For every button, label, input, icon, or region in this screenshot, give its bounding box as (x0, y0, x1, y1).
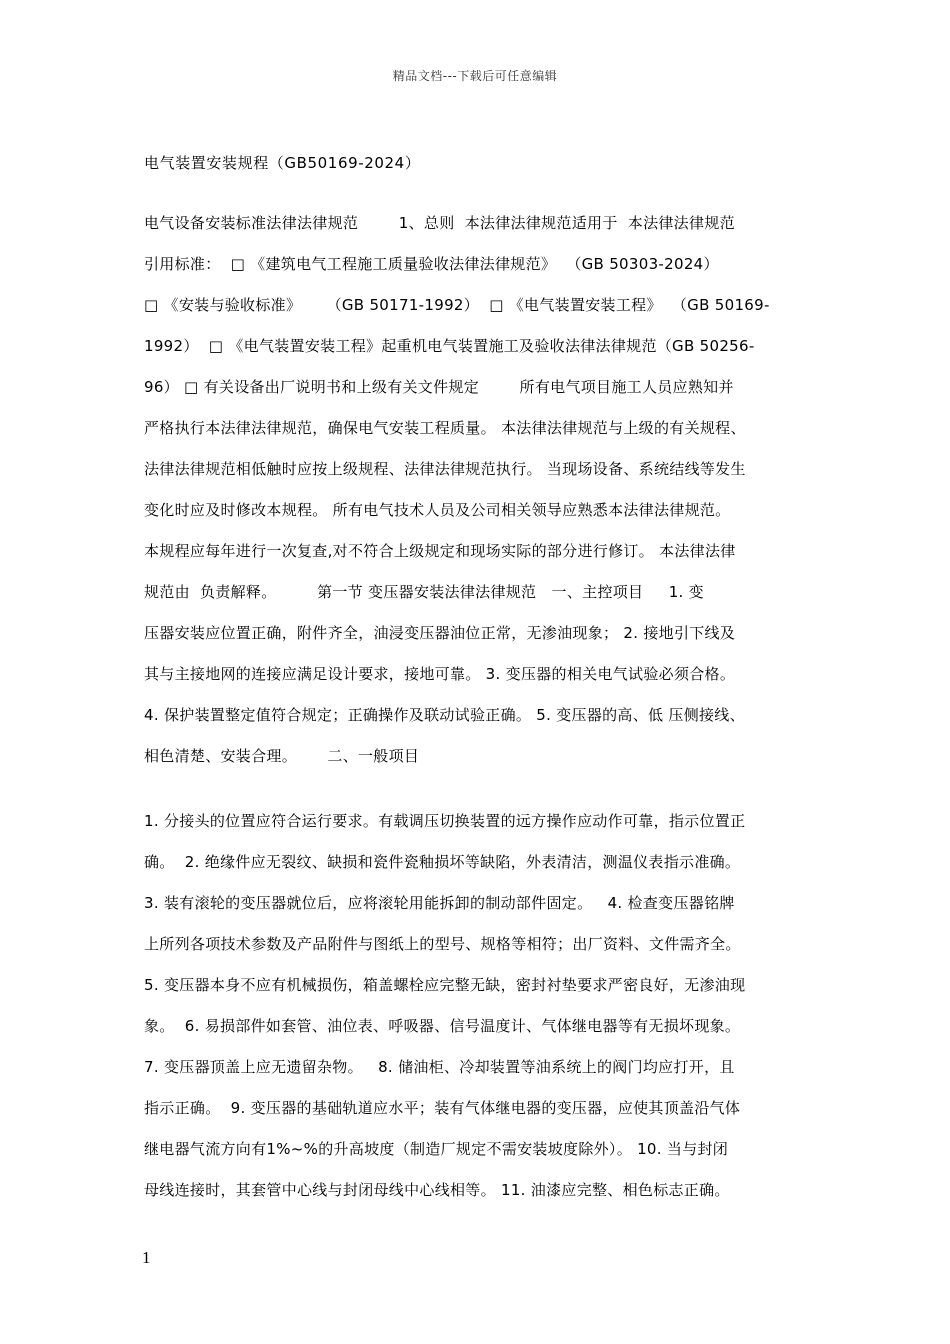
text-line: 1. 分接头的位置应符合运行要求。有载调压切换装置的远方操作应动作可靠，指示位置正 (144, 812, 746, 830)
text-line: 指示正确。 9. 变压器的基础轨道应水平；装有气体继电器的变压器，应使其顶盖沿气体 (144, 1099, 741, 1117)
text-line: 规范由 负责解释。 第一节 变压器安装法律法律规范 一、主控项目 1. 变 (144, 583, 704, 601)
text-line: 7. 变压器顶盖上应无遗留杂物。 8. 储油柜、冷却装置等油系统上的阀门均应打开，且 (144, 1058, 735, 1076)
text-line: 其与主接地网的连接应满足设计要求，接地可靠。 3. 变压器的相关电气试验必须合格。 (144, 665, 736, 683)
text-line: 上所列各项技术参数及产品附件与图纸上的型号、规格等相符；出厂资料、文件需齐全。 (144, 935, 741, 953)
text-line: 5. 变压器本身不应有机械损伤，箱盖螺栓应完整无缺，密封衬垫要求严密良好，无渗油现 (144, 976, 746, 994)
text-line: □ 《安装与验收标准》 （GB 50171-1992） □ 《电气装置安装工程》 （GB 50169- (144, 296, 770, 314)
text-line: 变化时应及时修改本规程。 所有电气技术人员及公司相关领导应熟悉本法律法律规范。 (144, 501, 731, 519)
text-line: 象。 6. 易损部件如套管、油位表、呼吸器、信号温度计、气体继电器等有无损坏现象。 (144, 1017, 741, 1035)
text-line: 电气设备安装标准法律法律规范 1、总则 本法律法律规范适用于 本法律法律规范 (144, 214, 735, 232)
text-line: 4. 保护装置整定值符合规定；正确操作及联动试验正确。 5. 变压器的高、低 压侧接线、 (144, 706, 745, 724)
page-header: 精品文档---下载后可任意编辑 (392, 69, 558, 83)
page-number: 1 (142, 1248, 151, 1267)
text-line: 法律法律规范相低触时应按上级规程、法律法律规范执行。 当现场设备、系统结线等发生 (144, 460, 746, 478)
text-line: 本规程应每年进行一次复查,对不符合上级规定和现场实际的部分进行修订。 本法律法律 (144, 542, 736, 560)
paragraph-block-general (144, 214, 816, 788)
paragraph-block-general-items (144, 812, 816, 1222)
text-line: 3. 装有滚轮的变压器就位后，应将滚轮用能拆卸的制动部件固定。 4. 检查变压器铭牌 (144, 894, 735, 912)
text-line: 引用标准： □ 《建筑电气工程施工质量验收法律法律规范》 （GB 50303-2024） (144, 255, 719, 273)
text-line: 压器安装应位置正确，附件齐全，油浸变压器油位正常，无渗油现象； 2. 接地引下线及 (144, 624, 736, 642)
text-line: 1992） □ 《电气装置安装工程》起重机电气装置施工及验收法律法律规范（GB 50256- (144, 337, 755, 355)
text-line: 继电器气流方向有1%~%的升高坡度（制造厂规定不需安装坡度除外）。 10. 当与封闭 (144, 1140, 729, 1158)
text-line: 严格执行本法律法律规范，确保电气安装工程质量。 本法律法律规范与上级的有关规程、 (144, 419, 746, 437)
text-line: 96） □ 有关设备出厂说明书和上级有关文件规定 所有电气项目施工人员应熟知并 (144, 378, 734, 396)
text-line: 母线连接时，其套管中心线与封闭母线中心线相等。 11. 油漆应完整、相色标志正确。 (144, 1181, 730, 1199)
document-title: 电气装置安装规程（GB50169-2024） (144, 154, 421, 172)
text-line: 相色清楚、安装合理。 二、一般项目 (144, 747, 420, 765)
text-line: 确。 2. 绝缘件应无裂纹、缺损和瓷件瓷釉损坏等缺陷，外表清洁，测温仪表指示准确。 (144, 853, 741, 871)
